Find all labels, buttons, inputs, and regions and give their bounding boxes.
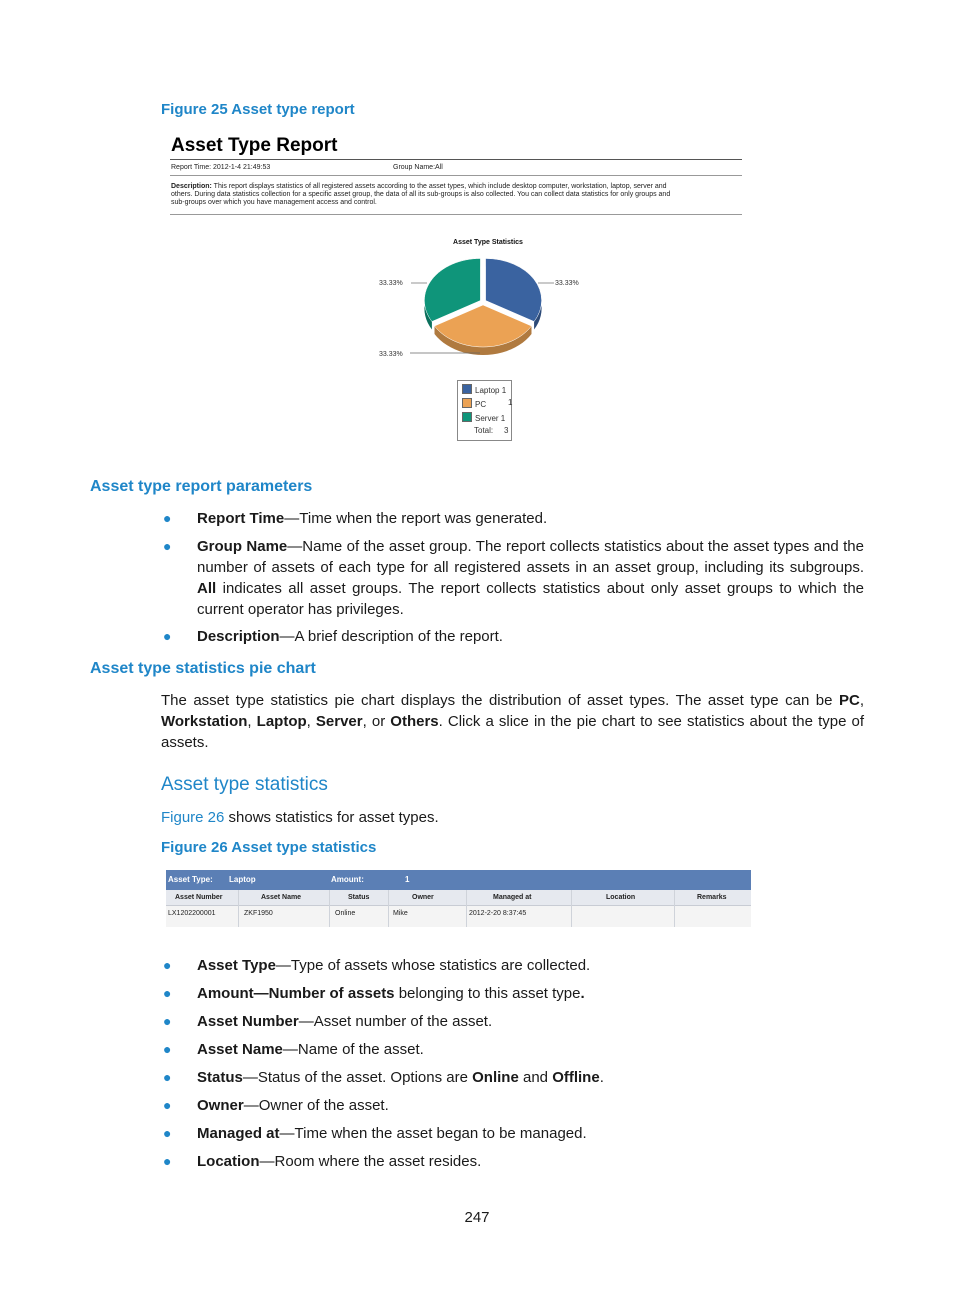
- cell-managed-at: 2012-2-20 8:37:45: [469, 910, 527, 917]
- text: ,: [306, 713, 316, 730]
- column-header: Status: [348, 894, 370, 901]
- bullet-icon: ●: [163, 510, 172, 526]
- term: Status: [197, 1069, 243, 1086]
- page-number: 247: [464, 1209, 490, 1226]
- asset-statistics-table: [166, 870, 751, 927]
- pie-percent-label: 33.33%: [379, 280, 403, 287]
- definition: —Status of the asset. Options are: [242, 1069, 473, 1086]
- asset-type-value: Laptop: [229, 875, 256, 884]
- term: Asset Type: [197, 957, 276, 974]
- table-summary-bar: [166, 870, 751, 890]
- legend-item-laptop: [462, 384, 506, 395]
- cell-owner: Mike: [393, 910, 408, 917]
- legend-count: 1: [500, 414, 506, 423]
- pie-chart-title: Asset Type Statistics: [453, 239, 523, 246]
- pie-percent-label: 33.33%: [555, 280, 579, 287]
- pie-chart: [370, 230, 600, 370]
- asset-type-label: Asset Type:: [168, 875, 213, 884]
- cell-asset-name: ZKF1950: [244, 910, 273, 917]
- list-item: [163, 536, 864, 620]
- report-time: Report Time: 2012-1-4 21:49:53: [171, 164, 271, 171]
- bullet-icon: ●: [163, 985, 172, 1001]
- legend-swatch: [462, 398, 472, 408]
- text: ,: [247, 713, 257, 730]
- definition: —Room where the asset resides.: [259, 1153, 482, 1170]
- report-divider: [170, 159, 742, 160]
- text: ,: [859, 692, 864, 709]
- column-header: Asset Number: [175, 894, 223, 901]
- report-parameter-list: [163, 508, 864, 647]
- term: Others: [390, 713, 439, 730]
- subsection-heading-asset-statistics: Asset type statistics: [161, 774, 328, 795]
- amount-value: 1: [405, 875, 410, 884]
- definition: —Type of assets whose statistics are collected.: [275, 957, 591, 974]
- cell-asset-number: LX1202200001: [168, 910, 216, 917]
- text: , or: [362, 713, 391, 730]
- legend-total: [474, 426, 509, 435]
- legend-swatch: [462, 412, 472, 422]
- column-divider: [388, 890, 389, 927]
- list-item: [163, 983, 864, 1004]
- pie-chart-paragraph: [161, 690, 864, 753]
- definition: and: [518, 1069, 553, 1086]
- column-header: Owner: [412, 894, 434, 901]
- bullet-icon: ●: [163, 957, 172, 973]
- section-heading-pie-chart: Asset type statistics pie chart: [90, 660, 316, 677]
- term: Description: [197, 628, 280, 645]
- column-divider: [238, 890, 239, 927]
- list-item: [163, 508, 864, 529]
- report-group-name: Group Name:All: [393, 164, 443, 171]
- legend-total-label: Total:: [474, 426, 494, 435]
- description-line: sub-groups over which you have management access and control.: [171, 199, 377, 206]
- cell-status: Online: [335, 910, 356, 917]
- bullet-icon: ●: [163, 1013, 172, 1029]
- term: Amount—Number of assets: [197, 985, 395, 1002]
- term: Asset Number: [197, 1013, 299, 1030]
- bullet-icon: ●: [163, 1153, 172, 1169]
- text: . Click a slice in the pie chart to see statistics about the type of assets.: [161, 713, 864, 751]
- column-divider: [466, 890, 467, 927]
- pie-legend: [457, 380, 512, 441]
- table-header: [166, 890, 751, 906]
- column-header: Location: [606, 894, 636, 901]
- bullet-icon: ●: [163, 628, 172, 644]
- column-header: Managed at: [493, 894, 532, 901]
- list-item: [163, 1151, 864, 1172]
- legend-item-server: [462, 412, 505, 423]
- figure-25-caption: Figure 25 Asset type report: [161, 101, 355, 118]
- term: Managed at: [197, 1125, 280, 1142]
- text: The asset type statistics pie chart displays the distribution of asset types. The asset type can be: [161, 692, 839, 709]
- list-item: [163, 626, 864, 647]
- column-header: Remarks: [697, 894, 727, 901]
- term: Asset Name: [197, 1041, 283, 1058]
- legend-label: PC: [475, 400, 487, 409]
- term: .: [580, 985, 585, 1002]
- list-item: [163, 1039, 864, 1060]
- column-header: Asset Name: [261, 894, 302, 901]
- bullet-icon: ●: [163, 1041, 172, 1057]
- list-item: [163, 1095, 864, 1116]
- text: shows statistics for asset types.: [224, 809, 439, 826]
- legend-label: Server: [475, 414, 499, 423]
- legend-swatch: [462, 384, 472, 394]
- report-description: [171, 183, 746, 207]
- definition: —Asset number of the asset.: [298, 1013, 493, 1030]
- figure-26-reference: [161, 807, 439, 828]
- legend-count: 1: [508, 398, 513, 407]
- definition: indicates all asset groups. The report collects statistics about only asset groups to which the current operator has privileges.: [197, 580, 864, 618]
- field-definition-list: [163, 955, 864, 1172]
- term: PC: [838, 692, 860, 709]
- list-item: [163, 1123, 864, 1144]
- definition: —Time when the report was generated.: [284, 510, 548, 527]
- term-all: All: [197, 580, 217, 597]
- term: Offline: [552, 1069, 600, 1086]
- bullet-icon: ●: [163, 1097, 172, 1113]
- description-line: This report displays statistics of all registered assets according to the asset types, which include desktop computer, workstation, laptop, server and: [213, 183, 667, 190]
- report-divider-2: [170, 175, 742, 176]
- list-item: [163, 1067, 864, 1088]
- definition: —A brief description of the report.: [279, 628, 503, 645]
- column-divider: [571, 890, 572, 927]
- definition: .: [599, 1069, 604, 1086]
- definition: —Name of the asset.: [282, 1041, 424, 1058]
- list-item: [163, 1011, 864, 1032]
- pie-slices: [424, 259, 541, 356]
- bullet-icon: ●: [163, 1125, 172, 1141]
- legend-label: Laptop: [475, 386, 500, 395]
- term: Workstation: [161, 713, 248, 730]
- figure-26-caption: Figure 26 Asset type statistics: [161, 839, 377, 856]
- term: Online: [472, 1069, 519, 1086]
- bullet-icon: ●: [163, 1069, 172, 1085]
- definition: belonging to this asset type: [394, 985, 581, 1002]
- term: Group Name: [197, 538, 288, 555]
- column-divider: [329, 890, 330, 927]
- section-heading-report-parameters: Asset type report parameters: [90, 478, 313, 495]
- legend-item-pc: [462, 398, 513, 409]
- description-label: Description:: [171, 183, 212, 190]
- amount-label: Amount:: [331, 875, 364, 884]
- column-divider: [674, 890, 675, 927]
- list-item: [163, 955, 864, 976]
- report-title: Asset Type Report: [171, 135, 338, 156]
- term: Location: [197, 1153, 260, 1170]
- definition: —Owner of the asset.: [243, 1097, 389, 1114]
- legend-count: 1: [501, 386, 507, 395]
- term: Server: [315, 713, 363, 730]
- definition: —Name of the asset group. The report collects statistics about the asset types and the number of assets of each type for all registered assets in an asset group, including its subgroups.: [197, 538, 864, 576]
- definition: —Time when the asset began to be managed.: [279, 1125, 587, 1142]
- legend-total-value: 3: [504, 426, 509, 435]
- report-divider-3: [170, 214, 742, 215]
- figure-26-link[interactable]: Figure 26: [161, 809, 225, 826]
- term: Report Time: [197, 510, 285, 527]
- term: Owner: [197, 1097, 244, 1114]
- pie-percent-label: 33.33%: [379, 351, 403, 358]
- description-line: others. During data statistics collection for a specific asset group, the data of all its sub-groups is also collected. You can collect data statistics for only groups and: [171, 191, 671, 198]
- term: Laptop: [256, 713, 307, 730]
- bullet-icon: ●: [163, 538, 172, 554]
